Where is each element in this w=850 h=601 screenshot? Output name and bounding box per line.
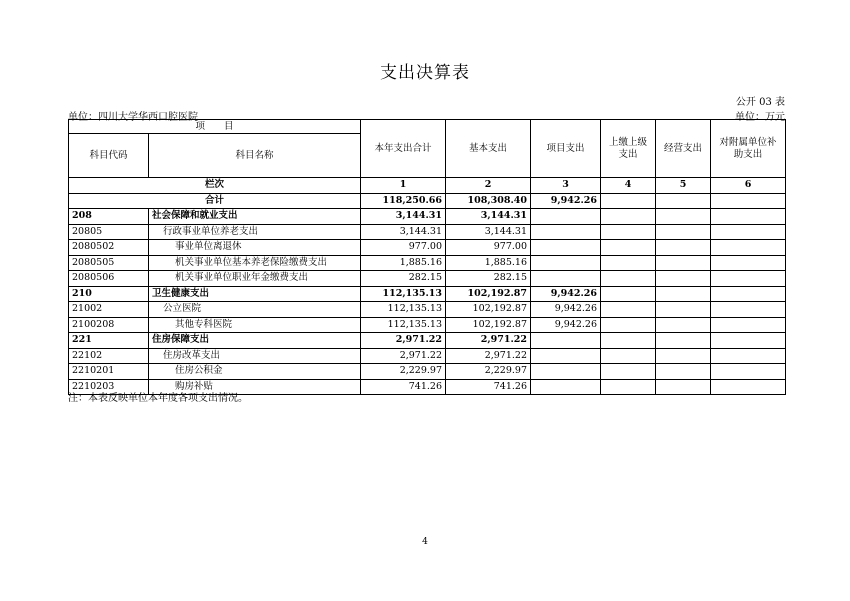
row-name: 卫生健康支出 [149, 286, 361, 302]
header-name: 科目名称 [149, 134, 361, 178]
row-total: 112,135.13 [361, 317, 446, 333]
row-upper [601, 317, 656, 333]
currency-unit: 单位：万元 [735, 112, 785, 123]
row-code: 208 [69, 209, 149, 225]
row-business [656, 333, 711, 349]
column-number: 1 [361, 178, 446, 194]
row-project [531, 255, 601, 271]
row-code: 20805 [69, 224, 149, 240]
row-basic: 3,144.31 [446, 209, 531, 225]
reporting-unit: 单位：四川大学华西口腔医院 [68, 112, 198, 123]
row-upper [601, 209, 656, 225]
page-title: 支出决算表 [380, 63, 470, 83]
row-subsidiary [711, 317, 786, 333]
row-code: 21002 [69, 302, 149, 318]
row-total: 2,971.22 [361, 348, 446, 364]
row-code: 221 [69, 333, 149, 349]
row-total: 2,971.22 [361, 333, 446, 349]
row-name: 住房保障支出 [149, 333, 361, 349]
row-code: 2080502 [69, 240, 149, 256]
header-row-top [69, 120, 786, 134]
column-number: 3 [531, 178, 601, 194]
table-row [69, 364, 786, 380]
sum-label: 合计 [69, 193, 361, 209]
row-basic: 977.00 [446, 240, 531, 256]
header-subsidiary: 对附属单位补助支出 [711, 120, 786, 178]
row-business [656, 286, 711, 302]
row-project [531, 240, 601, 256]
row-total: 3,144.31 [361, 209, 446, 225]
row-name: 事业单位离退休 [149, 240, 361, 256]
row-basic: 2,229.97 [446, 364, 531, 380]
column-number: 4 [601, 178, 656, 194]
row-project: 9,942.26 [531, 317, 601, 333]
header-code: 科目代码 [69, 134, 149, 178]
row-project [531, 333, 601, 349]
row-upper [601, 364, 656, 380]
row-name: 社会保障和就业支出 [149, 209, 361, 225]
row-upper [601, 271, 656, 287]
header-basic: 基本支出 [446, 120, 531, 178]
table-row [69, 333, 786, 349]
column-number: 6 [711, 178, 786, 194]
row-subsidiary [711, 364, 786, 380]
row-subsidiary [711, 224, 786, 240]
row-code: 2210201 [69, 364, 149, 380]
row-code: 2080505 [69, 255, 149, 271]
row-name: 住房公积金 [149, 364, 361, 380]
row-project [531, 209, 601, 225]
row-total: 282.15 [361, 271, 446, 287]
row-total: 3,144.31 [361, 224, 446, 240]
row-total: 2,229.97 [361, 364, 446, 380]
row-upper [601, 379, 656, 395]
table-row [69, 302, 786, 318]
row-total: 112,135.13 [361, 286, 446, 302]
row-name: 行政事业单位养老支出 [149, 224, 361, 240]
header-total: 本年支出合计 [361, 120, 446, 178]
sum-row [69, 193, 786, 209]
row-name: 其他专科医院 [149, 317, 361, 333]
row-basic: 2,971.22 [446, 348, 531, 364]
row-total: 741.26 [361, 379, 446, 395]
row-upper [601, 348, 656, 364]
table-row [69, 209, 786, 225]
row-basic: 102,192.87 [446, 302, 531, 318]
row-total: 112,135.13 [361, 302, 446, 318]
row-name: 机关事业单位职业年金缴费支出 [149, 271, 361, 287]
row-name: 公立医院 [149, 302, 361, 318]
sum-subsidiary [711, 193, 786, 209]
table-row [69, 255, 786, 271]
row-project [531, 379, 601, 395]
table-note: 注：本表反映单位本年度各项支出情况。 [68, 393, 248, 404]
row-business [656, 302, 711, 318]
row-name: 机关事业单位基本养老保险缴费支出 [149, 255, 361, 271]
column-number: 5 [656, 178, 711, 194]
column-number-row [69, 178, 786, 194]
expenditure-table [68, 119, 786, 395]
row-business [656, 255, 711, 271]
row-upper [601, 255, 656, 271]
sum-business [656, 193, 711, 209]
row-basic: 1,885.16 [446, 255, 531, 271]
row-business [656, 364, 711, 380]
table-row [69, 286, 786, 302]
form-number: 公开 03 表 [735, 97, 785, 108]
row-subsidiary [711, 302, 786, 318]
header-business: 经营支出 [656, 120, 711, 178]
row-basic: 2,971.22 [446, 333, 531, 349]
row-upper [601, 302, 656, 318]
row-subsidiary [711, 271, 786, 287]
header-item-group: 项 目 [69, 120, 361, 134]
sum-upper [601, 193, 656, 209]
row-upper [601, 286, 656, 302]
row-code: 22102 [69, 348, 149, 364]
row-upper [601, 224, 656, 240]
row-subsidiary [711, 333, 786, 349]
table-row [69, 224, 786, 240]
row-total: 1,885.16 [361, 255, 446, 271]
column-number-label: 栏次 [69, 178, 361, 194]
sum-total: 118,250.66 [361, 193, 446, 209]
row-code: 2100208 [69, 317, 149, 333]
row-upper [601, 240, 656, 256]
row-subsidiary [711, 348, 786, 364]
row-total: 977.00 [361, 240, 446, 256]
header-upper: 上缴上级支出 [601, 120, 656, 178]
row-basic: 741.26 [446, 379, 531, 395]
header-project: 项目支出 [531, 120, 601, 178]
row-project [531, 364, 601, 380]
row-code: 2080506 [69, 271, 149, 287]
table-row [69, 240, 786, 256]
row-subsidiary [711, 240, 786, 256]
table-row [69, 317, 786, 333]
row-business [656, 271, 711, 287]
row-project [531, 271, 601, 287]
row-subsidiary [711, 379, 786, 395]
row-basic: 282.15 [446, 271, 531, 287]
row-business [656, 240, 711, 256]
sum-basic: 108,308.40 [446, 193, 531, 209]
table-row [69, 348, 786, 364]
row-subsidiary [711, 286, 786, 302]
row-business [656, 317, 711, 333]
row-code: 210 [69, 286, 149, 302]
row-basic: 3,144.31 [446, 224, 531, 240]
row-project [531, 224, 601, 240]
page-number: 4 [422, 537, 428, 547]
row-code: 2210203 [69, 379, 149, 395]
row-business [656, 224, 711, 240]
row-project: 9,942.26 [531, 302, 601, 318]
row-subsidiary [711, 255, 786, 271]
row-project: 9,942.26 [531, 286, 601, 302]
row-name: 购房补贴 [149, 379, 361, 395]
row-business [656, 209, 711, 225]
column-number: 2 [446, 178, 531, 194]
row-basic: 102,192.87 [446, 286, 531, 302]
row-upper [601, 333, 656, 349]
sum-project: 9,942.26 [531, 193, 601, 209]
row-name: 住房改革支出 [149, 348, 361, 364]
row-project [531, 348, 601, 364]
table-row [69, 271, 786, 287]
row-business [656, 379, 711, 395]
row-subsidiary [711, 209, 786, 225]
row-basic: 102,192.87 [446, 317, 531, 333]
row-business [656, 348, 711, 364]
